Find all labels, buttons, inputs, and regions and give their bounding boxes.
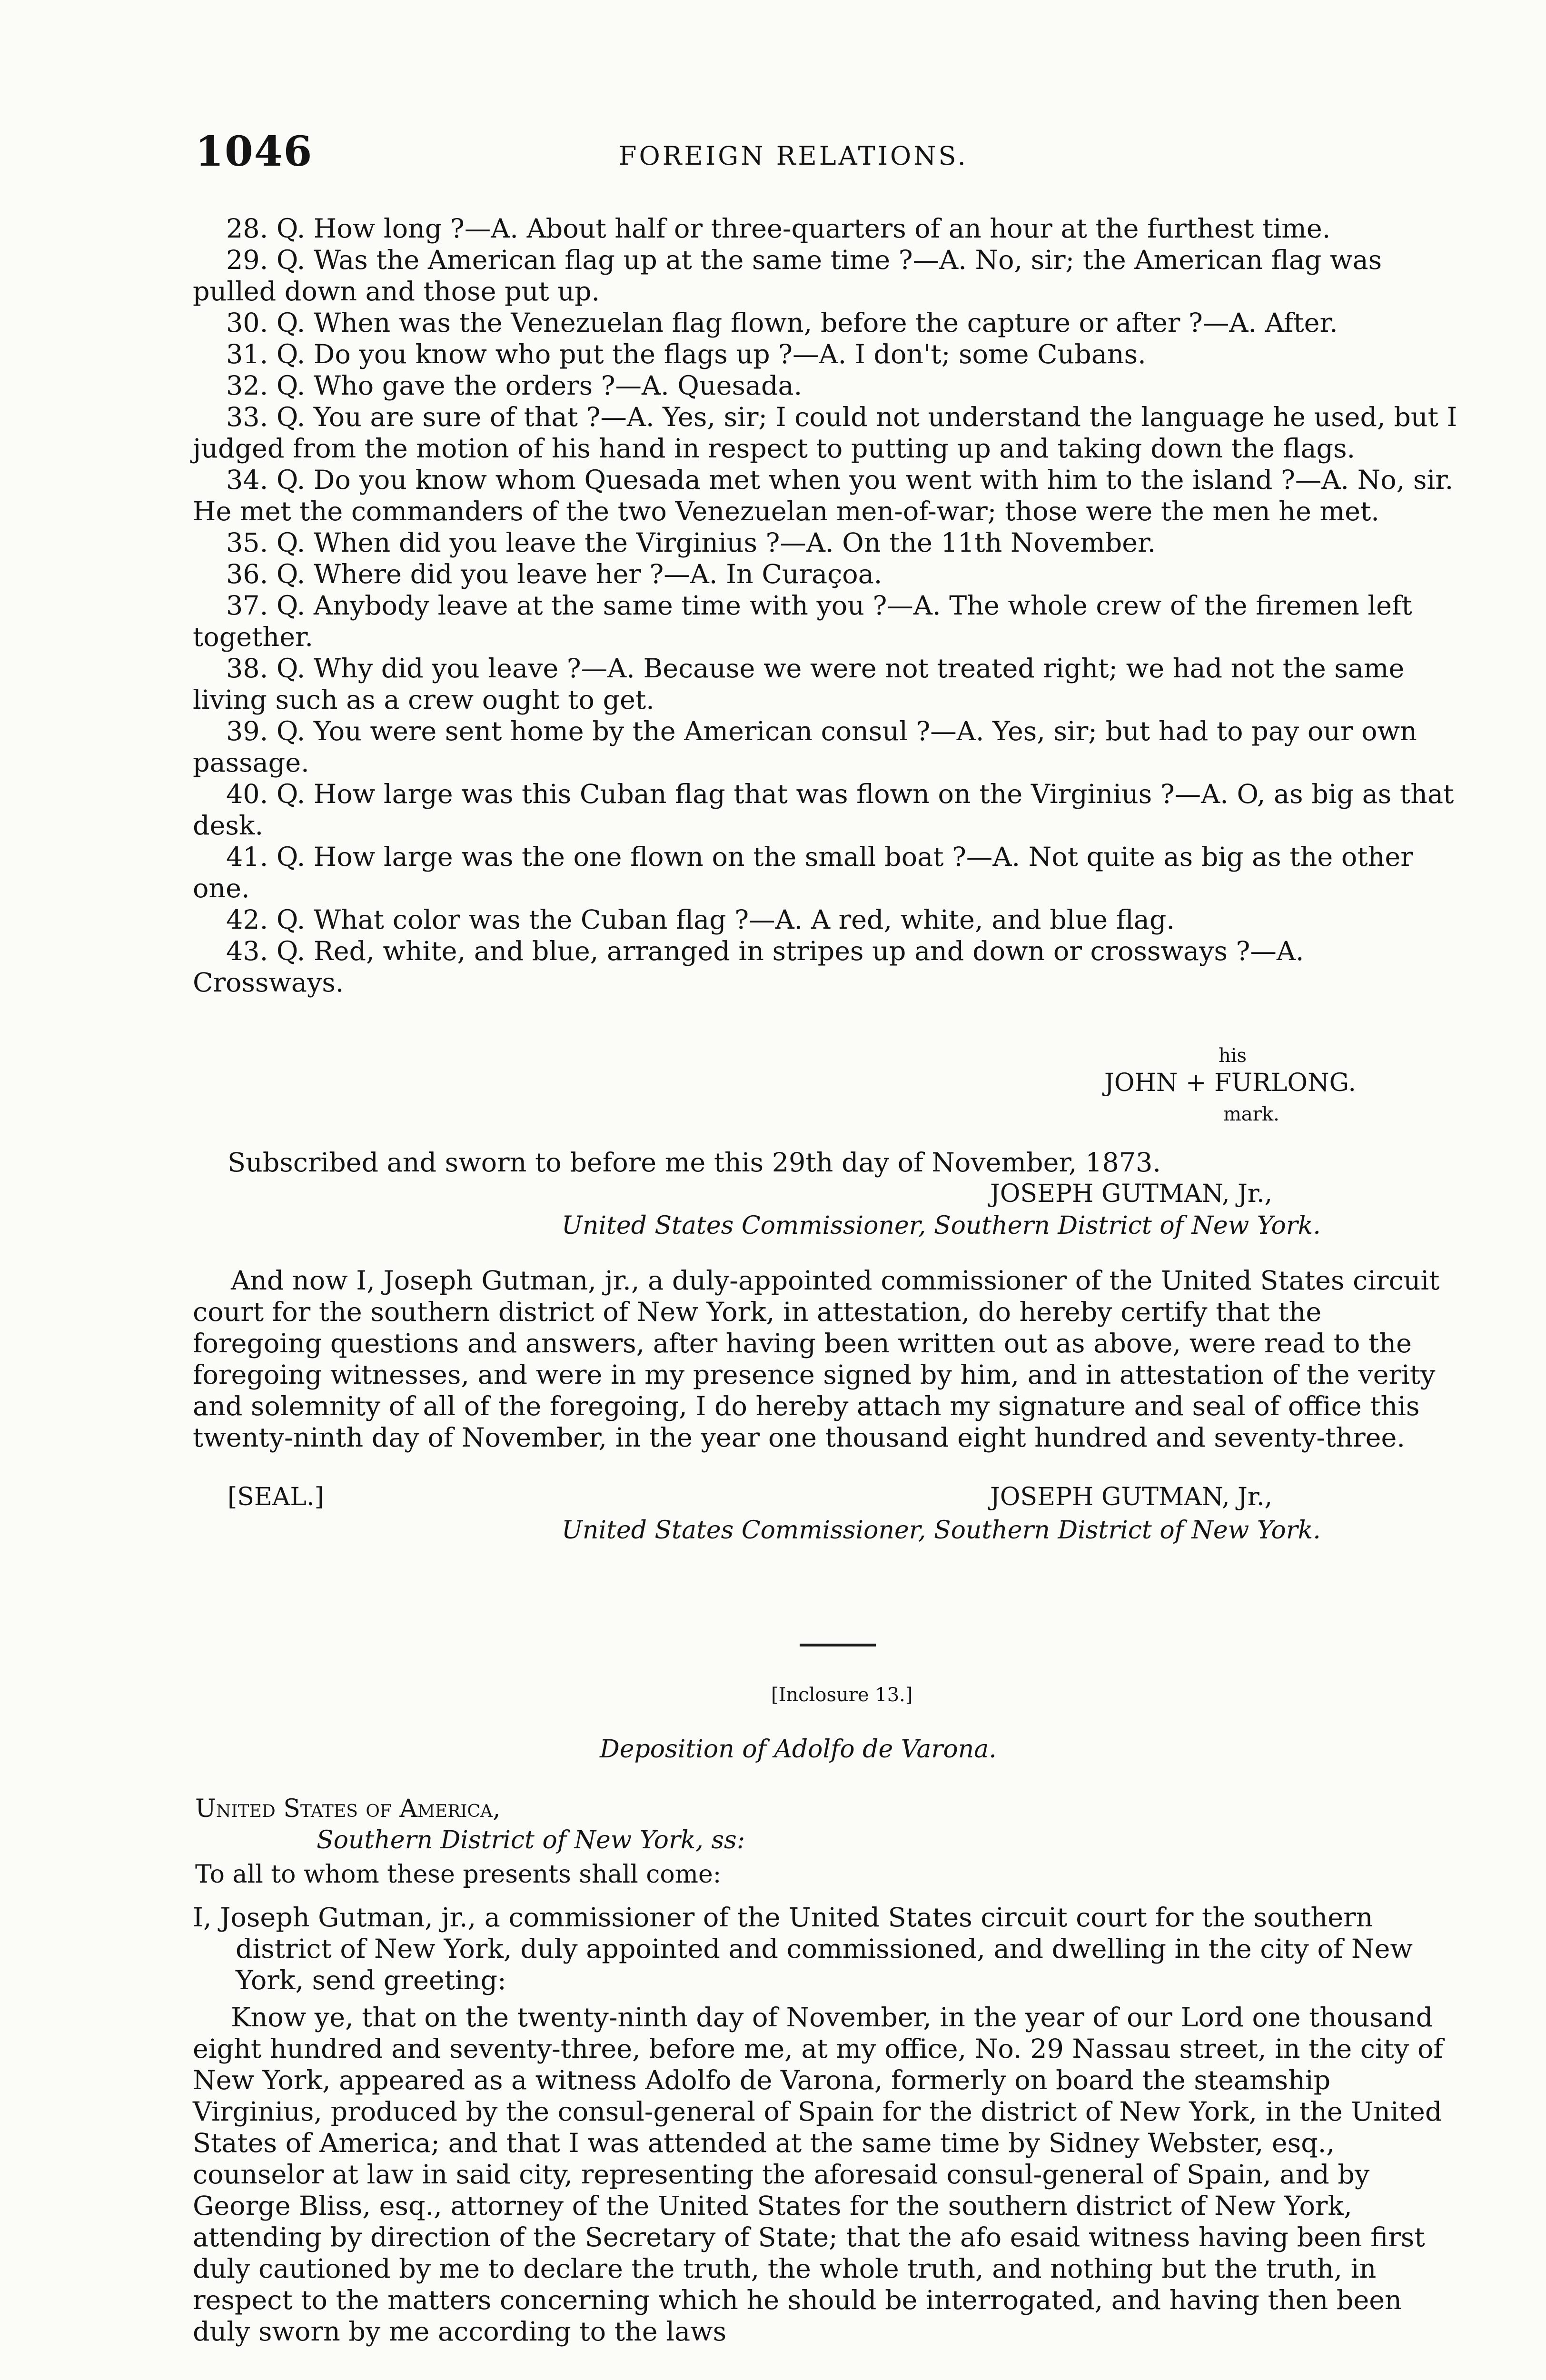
- qa-block: [193, 213, 1459, 999]
- attestation-text: And now I, Joseph Gutman, jr., a duly-appointed commissioner of the United States circuit court for the southern district of New York, in attestation, do hereby certify that the foregoing questions and answers, after having been written out as above, were read to the foregoing witnesses, and were in my presence signed by him, and in attestation of the verity and solemnity of all of the foregoing, I do hereby attach my signature and seal of office this twenty-ninth day of November, in the year one thousand eight hundred and seventy-three.: [193, 1265, 1440, 1453]
- seal-label: [SEAL.]: [228, 1483, 324, 1511]
- qa-item: 31. Q. Do you know who put the flags up ?—A. I don't; some Cubans.: [226, 339, 1146, 370]
- attestation-paragraph: [193, 1265, 1459, 1454]
- qa-item: 43. Q. Red, white, and blue, arranged in stripes up and down or crossways ?—A. Crossways.: [193, 936, 1304, 998]
- witness-signature: JOHN + FURLONG.: [1104, 1069, 1356, 1097]
- section-divider: [800, 1644, 876, 1646]
- qa-item: 36. Q. Where did you leave her ?—A. In Curaçoa.: [226, 559, 882, 590]
- qa-item: 41. Q. How large was the one flown on the small boat ?—A. Not quite as big as the other one.: [193, 842, 1413, 904]
- qa-item: 40. Q. How large was this Cuban flag that was flown on the Virginius ?—A. O, as big as that desk.: [193, 779, 1454, 841]
- venue-line-1: United States of America,: [195, 1795, 501, 1823]
- know-ye-text: Know ye, that on the twenty-ninth day of November, in the year of our Lord one thousand eight hundred and seventy-three, before me, at my office, No. 29 Nassau street, in the city of New York, appeared as a witness Adolfo de Varona, formerly on board the steamship Virginius, produced by the consul-general of Spain for the district of New York, in the United States of America; and that I was attended at the same time by Sidney Webster, esq., counselor at law in said city, representing the aforesaid consul-general of Spain, and by George Bliss, esq., attorney of the United States for the southern district of New York, attending by direction of the Secretary of State; that the afo esaid witness having been first duly cautioned by me to declare the truth, the whole truth, and nothing but the truth, in respect to the matters concerning which he should be interrogated, and having then been duly sworn by me according to the laws: [193, 2002, 1443, 2347]
- deposition-title: Deposition of Adolfo de Varona.: [600, 1735, 997, 1764]
- qa-item: 34. Q. Do you know whom Quesada met when you went with him to the island ?—A. No, sir. He met the commanders of the two Venezuelan men-of-war; those were the men he met.: [193, 465, 1454, 527]
- mark-his: his: [1219, 1045, 1247, 1067]
- qa-item: 28. Q. How long ?—A. About half or three-quarters of an hour at the furthest time.: [226, 213, 1331, 244]
- commissioner-title-2: United States Commissioner, Southern District of New York.: [562, 1516, 1321, 1545]
- running-title: FOREIGN RELATIONS.: [619, 141, 968, 171]
- sworn-statement: Subscribed and sworn to before me this 29th day of November, 1873.: [228, 1147, 1161, 1178]
- venue-line-2: Southern District of New York, ss:: [317, 1826, 745, 1854]
- greeting-paragraph: [193, 1902, 1459, 1996]
- qa-item: 39. Q. You were sent home by the American consul ?—A. Yes, sir; but had to pay our own passage.: [193, 716, 1417, 778]
- inclosure-label: [Inclosure 13.]: [771, 1684, 913, 1706]
- greeting-text: I, Joseph Gutman, jr., a commissioner of the United States circuit court for the southern district of New York, duly appointed and commissioned, and dwelling in the city of New York, send greeting:: [193, 1902, 1413, 1996]
- commissioner-title: United States Commissioner, Southern District of New York.: [562, 1211, 1321, 1240]
- know-ye-paragraph: [193, 2002, 1459, 2348]
- mark-label: mark.: [1223, 1103, 1279, 1125]
- qa-item: 37. Q. Anybody leave at the same time with you ?—A. The whole crew of the firemen left together.: [193, 590, 1412, 653]
- qa-item: 30. Q. When was the Venezuelan flag flown, before the capture or after ?—A. After.: [226, 307, 1338, 338]
- to-all-line: To all to whom these presents shall come:: [195, 1860, 722, 1889]
- qa-item: 35. Q. When did you leave the Virginius ?—A. On the 11th November.: [226, 527, 1156, 558]
- commissioner-name: JOSEPH GUTMAN, Jr.,: [990, 1180, 1273, 1208]
- qa-item: 33. Q. You are sure of that ?—A. Yes, sir; I could not understand the language he used, but I judged from the motion of his hand in respect to putting up and taking down the flags.: [193, 402, 1457, 464]
- qa-item: 38. Q. Why did you leave ?—A. Because we were not treated right; we had not the same living such as a crew ought to get.: [193, 653, 1405, 715]
- qa-item: 42. Q. What color was the Cuban flag ?—A. A red, white, and blue flag.: [226, 904, 1175, 935]
- qa-item: 29. Q. Was the American flag up at the same time ?—A. No, sir; the American flag was pulled down and those put up.: [193, 245, 1382, 307]
- page-number: 1046: [195, 128, 313, 176]
- qa-item: 32. Q. Who gave the orders ?—A. Quesada.: [226, 370, 803, 401]
- commissioner-name-2: JOSEPH GUTMAN, Jr.,: [990, 1483, 1273, 1511]
